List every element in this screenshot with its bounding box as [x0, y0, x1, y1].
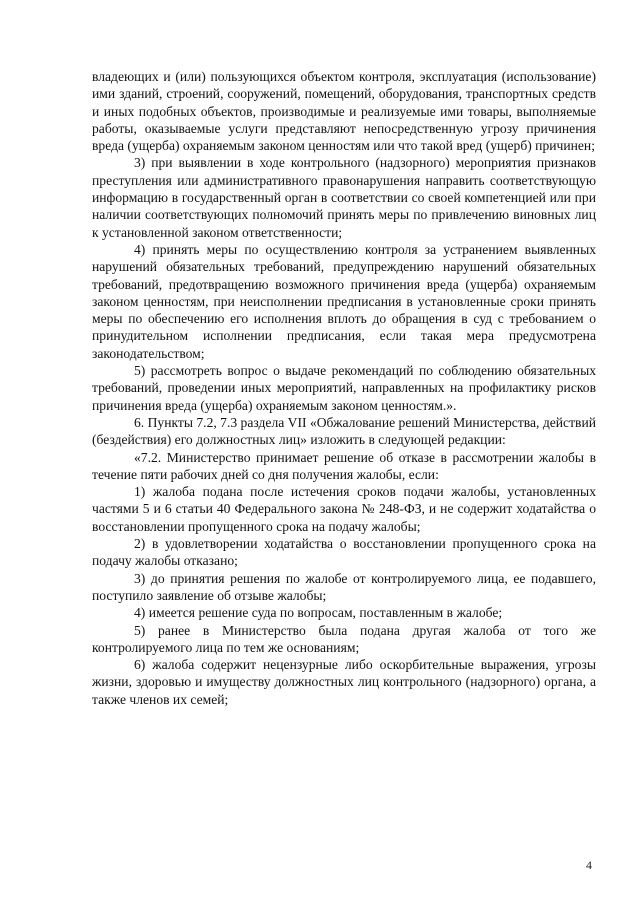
paragraph-subitem-5: 5) ранее в Министерство была подана другая жалоба от того же контролируемого лица по тем же основаниям; — [92, 622, 596, 655]
paragraph-item-5: 5) рассмотреть вопрос о выдаче рекомендаций по соблюдению обязательных требований, проведении иных мероприятий, направленных на профилактику рисков причинения вреда (ущерба) охраняемым законом ценностям.». — [92, 363, 596, 413]
document-body — [92, 68, 596, 708]
paragraph-subitem-6: 6) жалоба содержит нецензурные либо оскорбительные выражения, угрозы жизни, здоровью и имуществу должностных лиц контрольного (надзорного) органа, а также членов их семей; — [92, 657, 596, 707]
paragraph-item-4: 4) принять меры по осуществлению контроля за устранением выявленных нарушений обязательных требований, предупреждению нарушений обязательных требований, предотвращению возможного причинения вреда (ущерба) охраняемым законом ценностям, при неисполнении предписания в установленные сроки принять меры по обеспечению его исполнения вплоть до обращения в суд с требованием о принудительном исполнении предписания, если такая мера предусмотрена законодательством; — [92, 241, 596, 361]
paragraph-subitem-3: 3) до принятия решения по жалобе от контролируемого лица, ее подавшего, поступило заявление об отзыве жалобы; — [92, 570, 596, 603]
paragraph-continuation: владеющих и (или) пользующихся объектом контроля, эксплуатация (использование) ими зданий, строений, сооружений, помещений, оборудования, транспортных средств и иных подобных объектов, производимые и реализуемые ими товары, выполняемые работы, оказываемые услуги представляют непосредственную угрозу причинения вреда (ущерба) охраняемым законом ценностям или что такой вред (ущерб) причинен; — [92, 69, 596, 154]
paragraph-section-6: 6. Пункты 7.2, 7.3 раздела VII «Обжалование решений Министерства, действий (бездействия) его должностных лиц» изложить в следующей редакции: — [92, 414, 597, 448]
paragraph-subitem-1: 1) жалоба подана после истечения сроков подачи жалобы, установленных частями 5 и 6 статьи 40 Федерального закона № 248-ФЗ, и не содержит ходатайства о восстановлении пропущенного срока на подачу жалобы; — [92, 484, 596, 534]
paragraph-item-3: 3) при выявлении в ходе контрольного (надзорного) мероприятия признаков преступления или административного правонарушения направить соответствующую информацию в государственный орган в соответствии со своей компетенцией или при наличии соответствующих полномочий принять меры по привлечению виновных лиц к установленной законом ответственности; — [92, 155, 596, 240]
paragraph-clause-7-2: «7.2. Министерство принимает решение об отказе в рассмотрении жалобы в течение пяти рабочих дней со дня получения жалобы, если: — [92, 449, 596, 482]
page-number: 4 — [586, 858, 592, 872]
paragraph-subitem-4: 4) имеется решение суда по вопросам, поставленным в жалобе; — [134, 605, 503, 621]
paragraph-subitem-2: 2) в удовлетворении ходатайства о восстановлении пропущенного срока на подачу жалобы отказано; — [92, 536, 596, 569]
